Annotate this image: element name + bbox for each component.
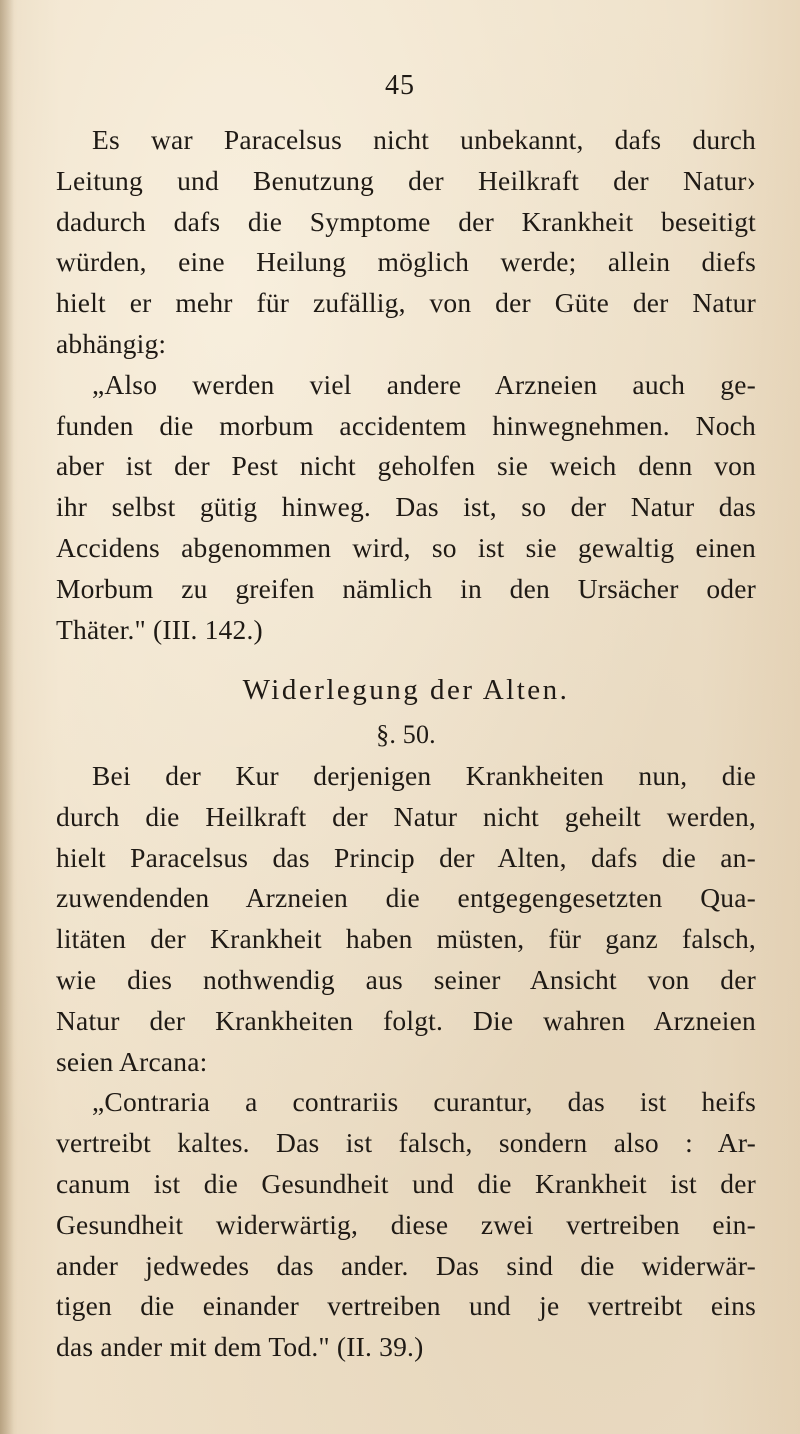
text-line: Accidens abgenommen wird, so ist sie gewaltig einen <box>56 531 756 563</box>
text-line: Es war Paracelsus nicht unbekannt, dafs durch <box>92 124 756 155</box>
text-line: Natur der Krankheiten folgt. Die wahren Arzneien <box>56 1004 756 1036</box>
text-line: tigen die einander vertreiben und je vertreibt eins <box>56 1290 756 1322</box>
text-line: zuwendenden Arzneien die entgegengesetzten Qua- <box>56 882 756 914</box>
text-line: Thäter." (III. 142.) <box>56 613 263 645</box>
text-line: ihr selbst gütig hinweg. Das ist, so der Natur das <box>56 491 756 523</box>
text-line: hielt Paracelsus das Princip der Alten, dafs die an- <box>56 841 756 873</box>
page-number: 45 <box>385 70 415 101</box>
text-line: seien Arcana: <box>56 1045 208 1077</box>
text-line: dadurch dafs die Symptome der Krankheit beseitigt <box>56 205 756 237</box>
text-line: aber ist der Pest nicht geholfen sie weich denn von <box>56 450 756 482</box>
text-line: Leitung und Benutzung der Heilkraft der Natur› <box>56 164 756 196</box>
section-number: §. 50. <box>376 720 436 750</box>
text-line: abhängig: <box>56 327 167 359</box>
text-line: vertreibt kaltes. Das ist falsch, sondern also : Ar- <box>56 1127 756 1159</box>
text-line: Gesundheit widerwärtig, diese zwei vertreiben ein- <box>56 1208 756 1240</box>
text-line: das ander mit dem Tod." (II. 39.) <box>56 1331 424 1363</box>
section-heading: Widerlegung der Alten. <box>242 674 570 707</box>
gutter-shadow <box>0 0 14 1434</box>
text-line: litäten der Krankheit haben müsten, für ganz falsch, <box>56 923 756 955</box>
text-line: ander jedwedes das ander. Das sind die widerwär- <box>56 1249 756 1281</box>
text-line: Morbum zu greifen nämlich in den Ursächer oder <box>56 572 756 604</box>
body-text <box>56 120 756 1368</box>
text-line: durch die Heilkraft der Natur nicht geheilt werden, <box>56 800 756 832</box>
text-line: würden, eine Heilung möglich werde; allein diefs <box>56 246 756 278</box>
text-line: hielt er mehr für zufällig, von der Güte der Natur <box>56 287 756 319</box>
text-line: „Also werden viel andere Arzneien auch ge- <box>92 368 756 400</box>
text-line: funden die morbum accidentem hinwegnehmen. Noch <box>56 409 756 441</box>
text-line: canum ist die Gesundheit und die Krankheit ist der <box>56 1167 756 1199</box>
text-line: Bei der Kur derjenigen Krankheiten nun, die <box>92 759 756 791</box>
text-line: wie dies nothwendig aus seiner Ansicht von der <box>56 963 756 995</box>
text-line: „Contraria a contrariis curantur, das ist heifs <box>92 1086 756 1118</box>
